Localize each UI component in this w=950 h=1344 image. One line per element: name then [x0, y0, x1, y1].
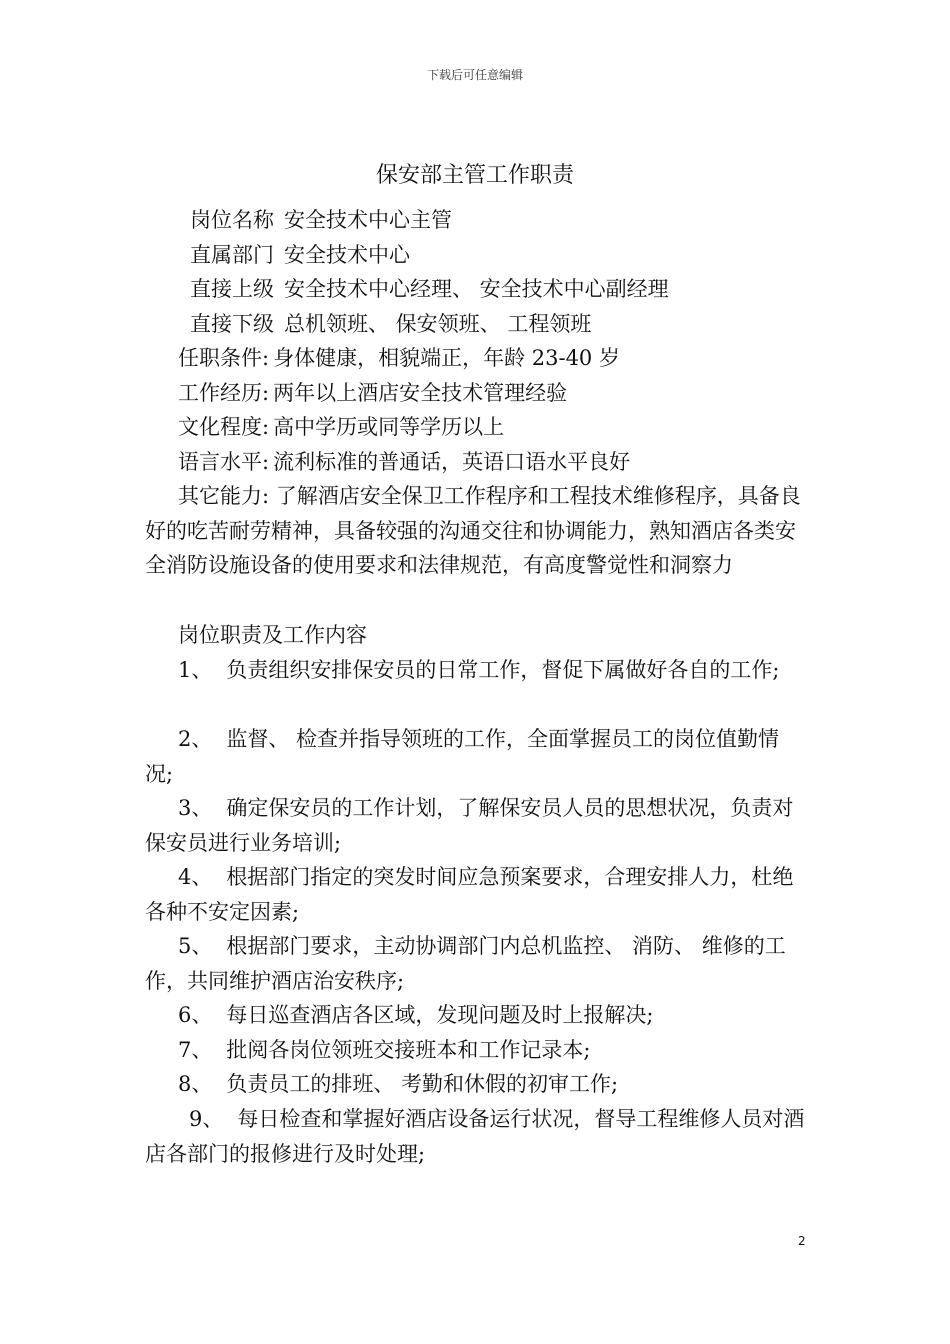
section-heading: 岗位职责及工作内容: [178, 623, 367, 647]
duty-number: 1、: [178, 658, 213, 682]
duty-number: 6、: [178, 1003, 213, 1027]
field-value: 两年以上酒店安全技术管理经验: [273, 381, 568, 405]
duty-text: 负责员工的排班、 考勤和休假的初审工作;: [226, 1072, 619, 1096]
field-value: 总机领班、 保安领班、 工程领班: [284, 312, 592, 336]
duty-item: [145, 1102, 805, 1171]
duty-number: 8、: [178, 1072, 213, 1096]
duty-text: 根据部门指定的突发时间应急预案要求，合理安排人力，杜绝各种不安定因素;: [145, 865, 794, 924]
duty-text: 负责组织安排保安员的日常工作，督促下属做好各自的工作;: [226, 658, 780, 682]
field-label: 直接下级: [190, 312, 274, 336]
field-label: 任职条件:: [178, 346, 270, 370]
duty-item: [145, 929, 805, 998]
field-label: 语言水平:: [178, 450, 270, 474]
field-label: 直属部门: [190, 243, 274, 267]
field-value: 流利标准的普通话，英语口语水平良好: [273, 450, 631, 474]
field-label: 工作经历:: [178, 381, 270, 405]
duty-item: [145, 791, 805, 860]
field-row: [190, 205, 452, 235]
duty-text: 每日巡查酒店各区域，发现问题及时上报解决;: [226, 1003, 654, 1027]
field-row: [178, 378, 567, 408]
field-row: [190, 309, 591, 339]
duty-text: 根据部门要求，主动协调部门内总机监控、 消防、 维修的工作，共同维护酒店治安秩序;: [145, 934, 786, 993]
duty-number: 9、: [189, 1107, 224, 1131]
duty-item: [145, 722, 805, 791]
duty-text: 监督、 检查并指导领班的工作，全面掌握员工的岗位值勤情况;: [145, 727, 780, 786]
duty-item: [145, 1067, 805, 1102]
duty-item: [145, 998, 805, 1033]
duty-text: 确定保安员的工作计划，了解保安员人员的思想状况，负责对保安员进行业务培训;: [145, 796, 794, 855]
header-note: 下载后可任意编辑: [426, 68, 523, 82]
field-value: 高中学历或同等学历以上: [273, 415, 505, 439]
field-row: [178, 343, 620, 373]
duty-item: [145, 860, 805, 929]
other-ability-paragraph: 其它能力: 了解酒店安全保卫工作程序和工程技术维修程序，具备良好的吃苦耐劳精神，具备较强的沟通交往和协调能力，熟知酒店各类安全消防设施设备的使用要求和法律规范，有高度警觉性和洞察力: [145, 484, 801, 577]
duty-item: [145, 1033, 805, 1068]
duty-number: 2、: [178, 727, 213, 751]
document-title: 保安部主管工作职责: [375, 163, 574, 188]
field-value: 安全技术中心经理、 安全技术中心副经理: [284, 277, 669, 301]
duty-number: 3、: [178, 796, 213, 820]
duty-text: 批阅各岗位领班交接班本和工作记录本;: [226, 1038, 591, 1062]
field-row: [178, 412, 504, 442]
field-value: 安全技术中心: [284, 243, 410, 267]
field-label: 直接上级: [190, 277, 274, 301]
field-row: [190, 240, 410, 270]
field-row: [178, 447, 630, 477]
duty-text: 每日检查和掌握好酒店设备运行状况，督导工程维修人员对酒店各部门的报修进行及时处理;: [145, 1107, 805, 1166]
field-value: 身体健康，相貌端正，年龄 23-40 岁: [273, 346, 620, 370]
duty-number: 5、: [178, 934, 213, 958]
field-label: 岗位名称: [190, 208, 274, 232]
field-value: 安全技术中心主管: [284, 208, 452, 232]
duty-number: 4、: [178, 865, 213, 889]
field-row: [190, 274, 669, 304]
duty-item: [145, 653, 805, 688]
page-number: 2: [798, 1234, 806, 1248]
field-label: 文化程度:: [178, 415, 270, 439]
duty-number: 7、: [178, 1038, 213, 1062]
